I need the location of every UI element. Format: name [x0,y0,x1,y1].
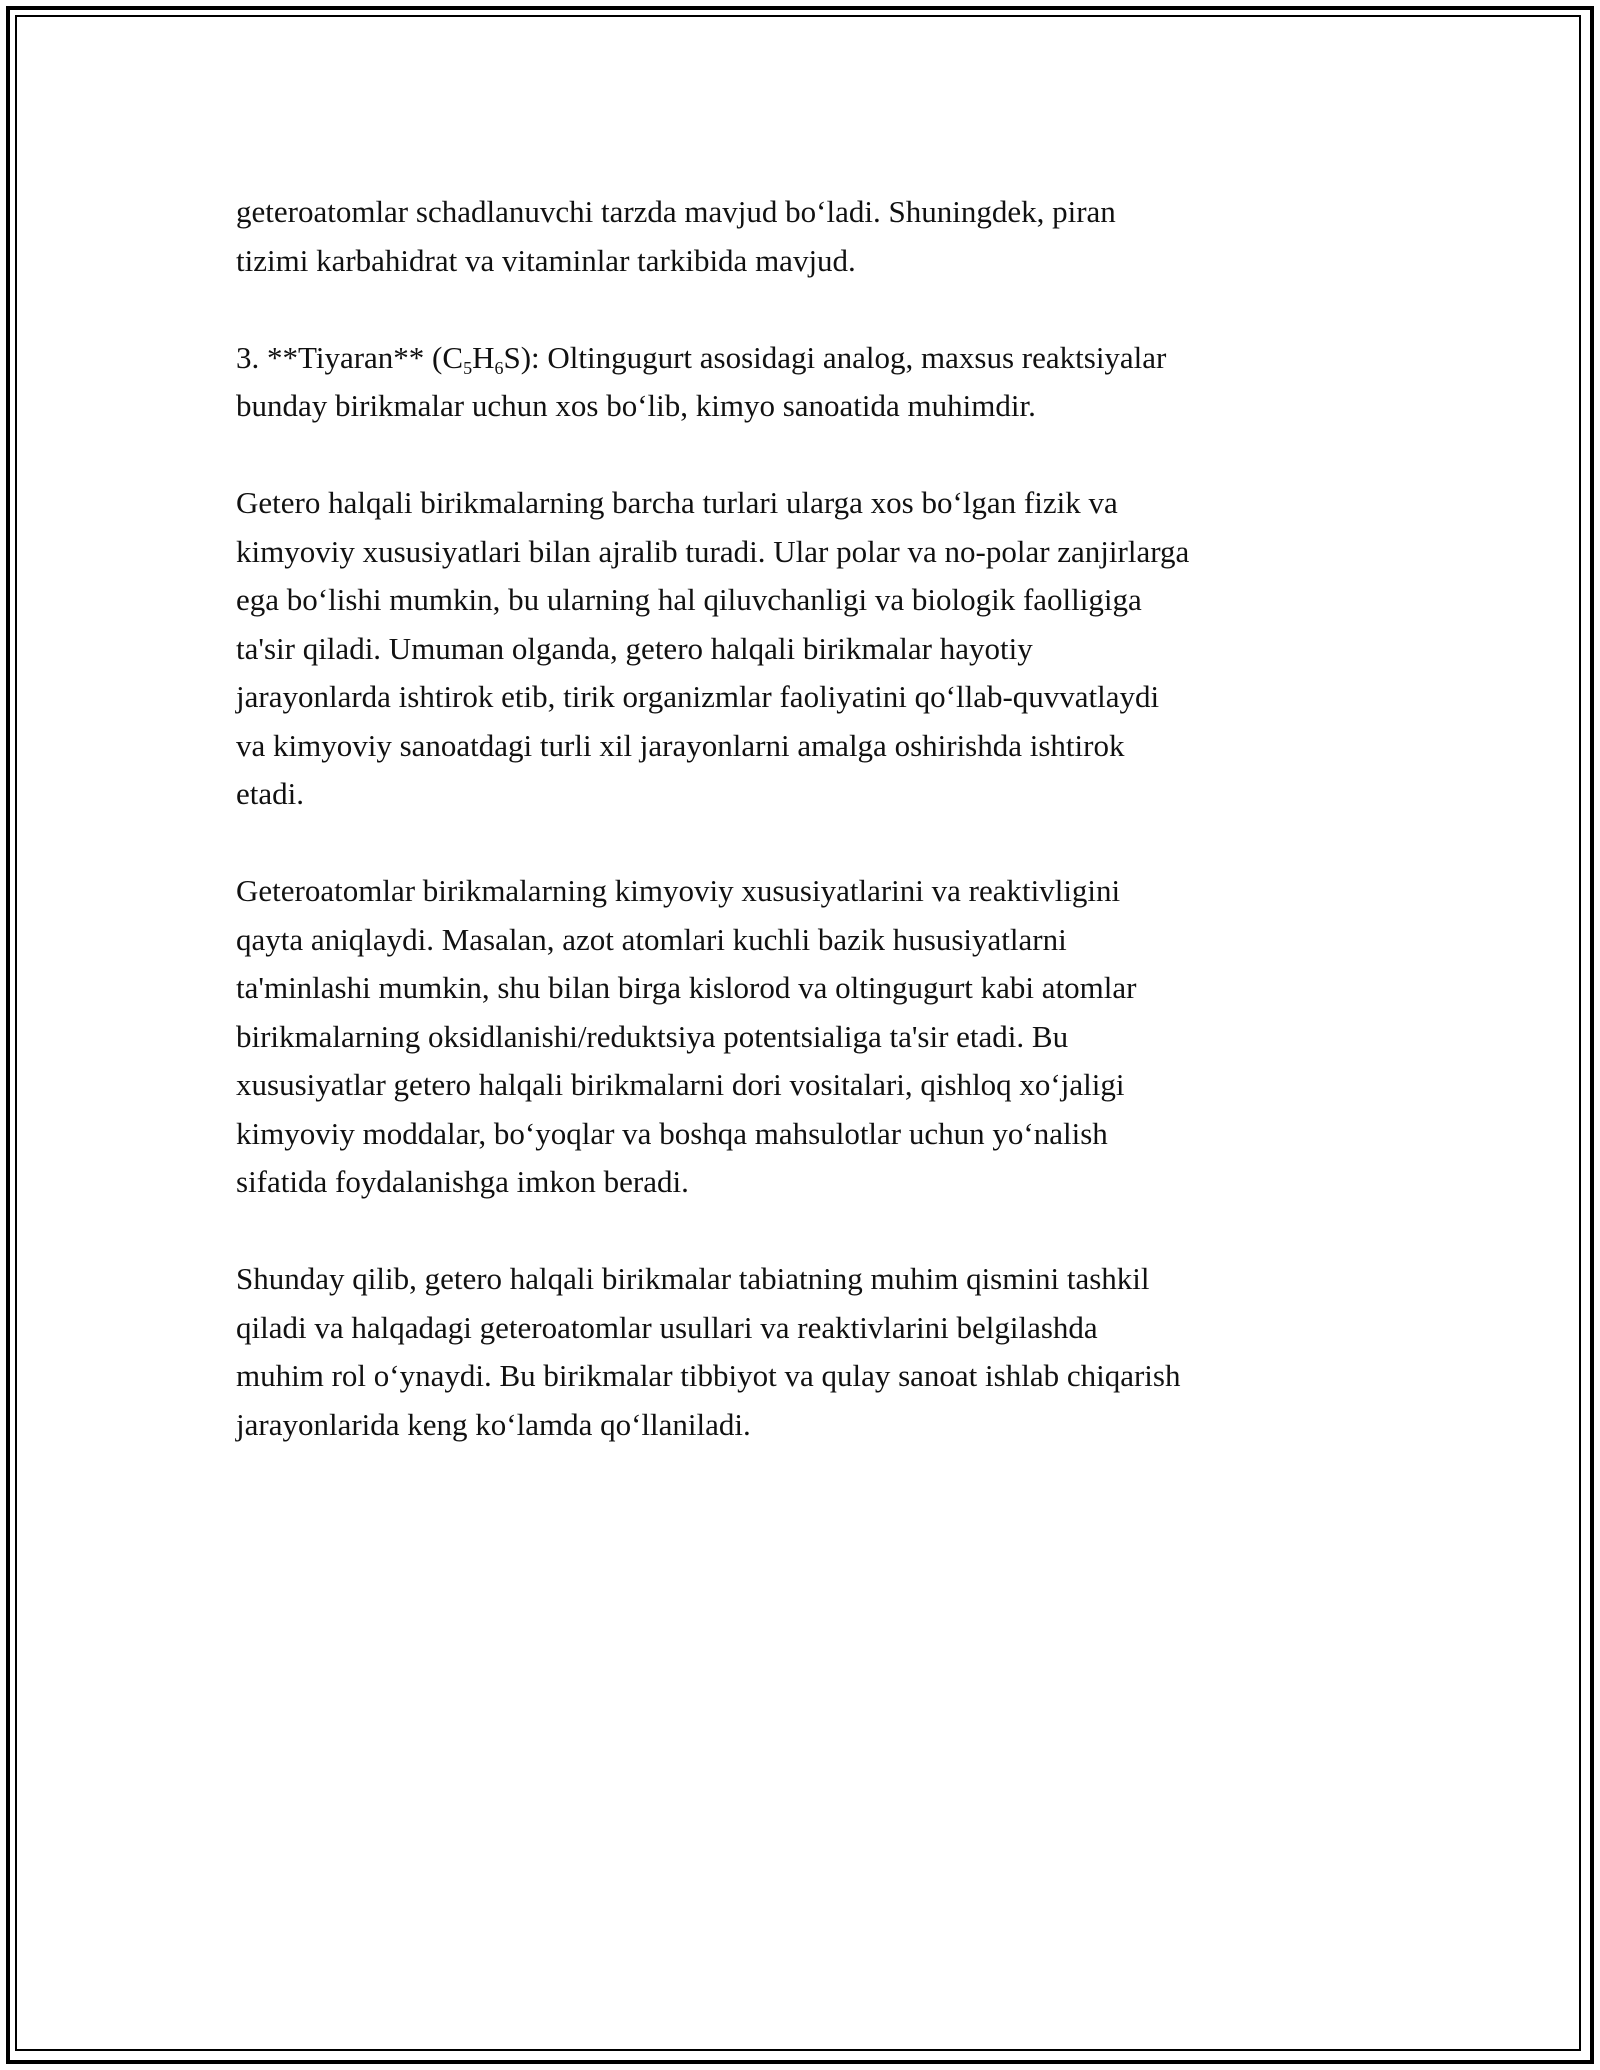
text-line: qayta aniqlaydi. Masalan, azot atomlari kuchli bazik hususiyatlarni [236,921,1067,957]
item-prefix: 3. **Tiyaran** (C [236,339,464,375]
text-line: jarayonlarda ishtirok etib, tirik organizmlar faoliyatini qo‘llab-quvvatlaydi [236,679,1160,714]
paragraph-properties [236,479,1376,819]
text-line: Getero halqali birikmalarning barcha turlari ularga xos bo‘lgan fizik va [236,485,1118,520]
paragraph-piran [236,188,1376,285]
text-line: kimyoviy moddalar, bo‘yoqlar va boshqa mahsulotlar uchun yo‘nalish [236,1115,1108,1151]
list-item-tiyaran [236,334,1376,431]
list-item-first-line [236,334,1376,383]
text-line: ta'minlashi mumkin, shu bilan birga kislorod va oltingugurt kabi atomlar [236,970,1137,1005]
text-line: jarayonlarida keng ko‘lamda qo‘llaniladi. [236,1406,751,1442]
text-line: bunday birikmalar uchun xos bo‘lib, kimyo sanoatida muhimdir. [236,388,1036,423]
text-line: qiladi va halqadagi geteroatomlar usullari va reaktivlarini belgilashda [236,1309,1098,1345]
text-line: va kimyoviy sanoatdagi turli xil jarayonlarni amalga oshirishda ishtirok [236,727,1125,763]
paragraph-conclusion [236,1255,1376,1449]
text-line: ta'sir qiladi. Umuman olganda, getero halqali birikmalar hayotiy [236,630,1033,666]
item-suffix: S): Oltingugurt asosidagi analog, maxsus reaktsiyalar [503,339,1167,375]
text-line: tizimi karbahidrat va vitaminlar tarkibida mavjud. [236,242,856,278]
item-mid: H [472,339,495,375]
document-body [236,188,1376,1498]
text-line: muhim rol o‘ynaydi. Bu birikmalar tibbiyot va qulay sanoat ishlab chiqarish [236,1358,1181,1393]
text-line: xususiyatlar getero halqali birikmalarni dori vositalari, qishloq xo‘jaligi [236,1067,1125,1102]
subscript-5: 5 [463,357,473,378]
paragraph-heteroatoms [236,867,1376,1207]
text-line: sifatida foydalanishga imkon beradi. [236,1164,689,1199]
text-line: etadi. [236,776,304,811]
subscript-6: 6 [494,357,504,378]
text-line: Geteroatomlar birikmalarning kimyoviy xususiyatlarini va reaktivligini [236,873,1121,908]
text-line: birikmalarning oksidlanishi/reduktsiya potentsialiga ta'sir etadi. Bu [236,1018,1069,1054]
text-line: ega bo‘lishi mumkin, bu ularning hal qiluvchanligi va biologik faolligiga [236,582,1142,617]
text-line: kimyoviy xususiyatlari bilan ajralib turadi. Ular polar va no-polar zanjirlarga [236,533,1190,569]
text-line: geteroatomlar schadlanuvchi tarzda mavjud bo‘ladi. Shuningdek, piran [236,194,1116,229]
text-line: Shunday qilib, getero halqali birikmalar tabiatning muhim qismini tashkil [236,1261,1150,1296]
